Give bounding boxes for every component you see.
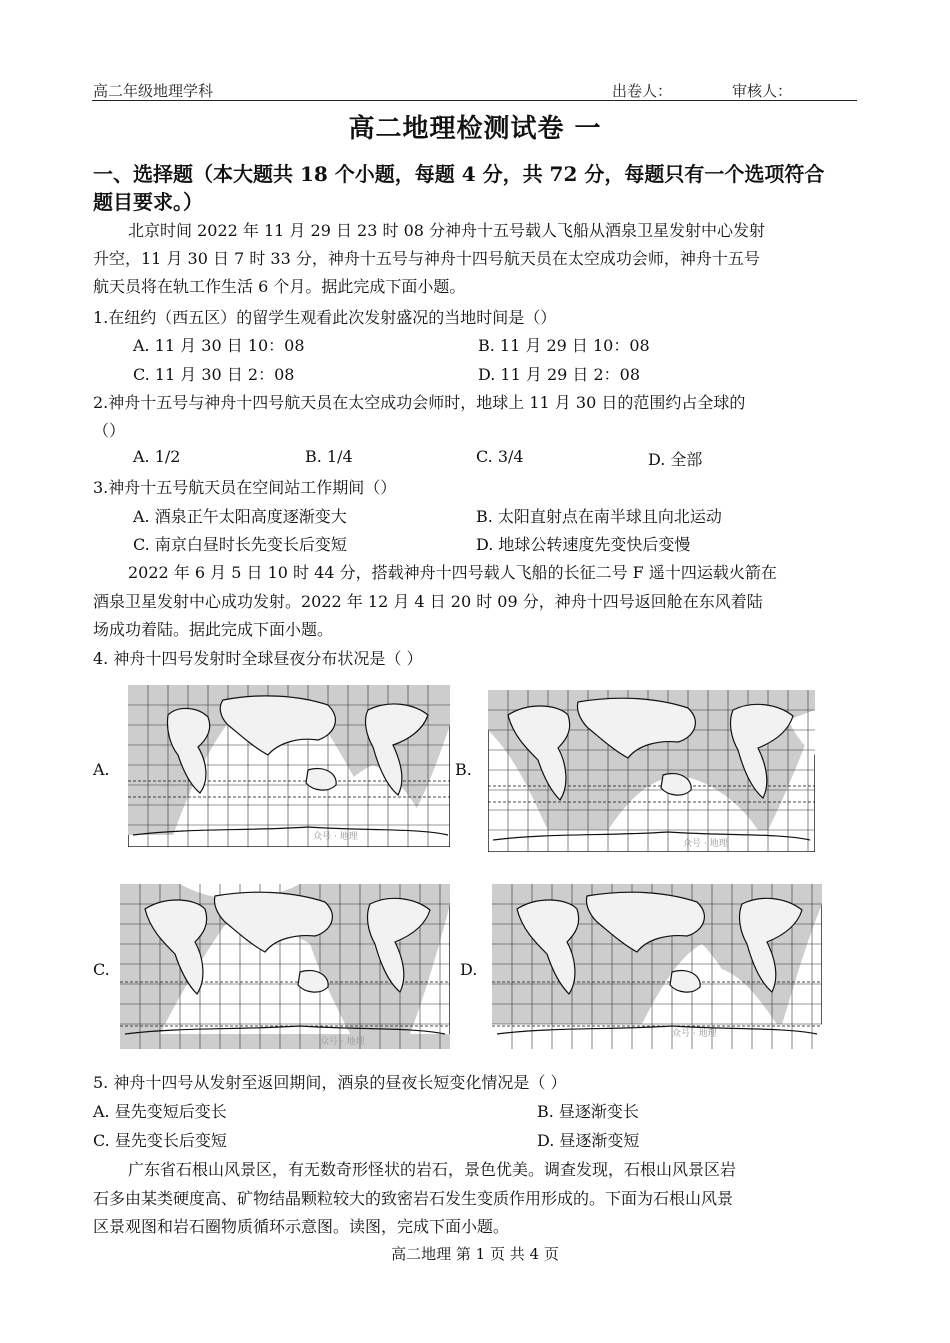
passage3-line3: 区景观图和岩石圈物质循环示意图。读图，完成下面小题。 [93, 1217, 510, 1236]
q3-option-d[interactable]: D. 地球公转速度先变快后变慢 [476, 535, 691, 554]
header-author-label: 出卷人： [612, 82, 673, 100]
q2-option-d[interactable]: D. 全部 [648, 450, 703, 469]
passage2-line1: 2022 年 6 月 5 日 10 时 44 分，搭载神舟十四号载人飞船的长征二号 F 遥十四运载火箭在 [128, 563, 777, 582]
q2-option-c[interactable]: C. 3/4 [476, 447, 524, 466]
q4-stem: 4. 神舟十四号发射时全球昼夜分布状况是（ ） [93, 649, 423, 668]
passage1-line2: 升空，11 月 30 日 7 时 33 分，神舟十五号与神舟十四号航天员在太空成功会师，神舟十五号 [93, 249, 760, 268]
passage1-line3: 航天员将在轨工作生活 6 个月。据此完成下面小题。 [93, 277, 466, 296]
passage3-line2: 石多由某类硬度高、矿物结晶颗粒较大的致密岩石发生变质作用形成的。下面为石根山风景 [93, 1189, 734, 1208]
passage2-line2: 酒泉卫星发射中心成功发射。2022 年 12 月 4 日 20 时 09 分，神舟十四号返回舱在东风着陆 [93, 592, 763, 611]
q1-option-d[interactable]: D. 11 月 29 日 2：08 [478, 365, 641, 384]
q5-option-c[interactable]: C. 昼先变长后变短 [93, 1131, 227, 1150]
daynight-map-a[interactable] [128, 685, 450, 847]
daynight-map-d[interactable] [492, 884, 822, 1049]
q1-option-b[interactable]: B. 11 月 29 日 10：08 [478, 336, 650, 355]
page-footer: 高二地理 第 1 页 共 4 页 [391, 1245, 559, 1263]
q5-option-a[interactable]: A. 昼先变短后变长 [93, 1102, 227, 1121]
q5-option-d[interactable]: D. 昼逐渐变短 [537, 1131, 640, 1150]
passage1-line1: 北京时间 2022 年 11 月 29 日 23 时 08 分神舟十五号载人飞船从酒泉卫星发射中心发射 [128, 221, 766, 240]
q3-option-c[interactable]: C. 南京白昼时长先变长后变短 [133, 535, 347, 554]
map-b-watermark: 众号 · 地理 [683, 839, 728, 849]
q2-option-a[interactable]: A. 1/2 [133, 447, 181, 466]
daynight-map-b[interactable] [488, 690, 815, 852]
q2-stem: 2.神舟十五号与神舟十四号航天员在太空成功会师时，地球上 11 月 30 日的范围约占全球的 [93, 393, 746, 412]
q3-option-b[interactable]: B. 太阳直射点在南半球且向北运动 [476, 507, 722, 526]
q4-option-d-label[interactable]: D. [460, 960, 478, 979]
q3-stem: 3.神舟十五号航天员在空间站工作期间（） [93, 478, 397, 497]
daynight-map-c[interactable] [120, 884, 450, 1049]
map-d-watermark: 众号 · 地理 [672, 1029, 717, 1039]
q4-option-c-label[interactable]: C. [93, 960, 110, 979]
q5-stem: 5. 神舟十四号从发射至返回期间，酒泉的昼夜长短变化情况是（ ） [93, 1073, 567, 1092]
map-a-watermark: 众号 · 地理 [313, 832, 358, 842]
section-heading-line1: 一、选择题（本大题共 18 个小题，每题 4 分，共 72 分，每题只有一个选项符合 [93, 162, 825, 186]
header-rule [92, 100, 857, 101]
q5-option-b[interactable]: B. 昼逐渐变长 [537, 1102, 639, 1121]
map-c-watermark: 众号 · 地理 [320, 1037, 365, 1047]
page-title: 高二地理检测试卷 一 [348, 114, 602, 144]
q2-option-b[interactable]: B. 1/4 [305, 447, 353, 466]
q1-option-a[interactable]: A. 11 月 30 日 10：08 [133, 336, 305, 355]
passage2-line3: 场成功着陆。据此完成下面小题。 [93, 620, 334, 639]
q3-option-a[interactable]: A. 酒泉正午太阳高度逐渐变大 [133, 507, 347, 526]
q2-stem-brackets: （） [93, 421, 126, 440]
header-subject: 高二年级地理学科 [93, 82, 214, 100]
header-reviewer-label: 审核人： [732, 82, 793, 100]
q4-option-a-label[interactable]: A. [93, 760, 110, 779]
section-heading-line2: 题目要求。） [93, 190, 203, 214]
q4-option-b-label[interactable]: B. [455, 760, 472, 779]
q1-option-c[interactable]: C. 11 月 30 日 2：08 [133, 365, 295, 384]
passage3-line1: 广东省石根山风景区，有无数奇形怪状的岩石，景色优美。调查发现，石根山风景区岩 [128, 1160, 737, 1179]
q1-stem: 1.在纽约（西五区）的留学生观看此次发射盛况的当地时间是（） [93, 308, 557, 327]
